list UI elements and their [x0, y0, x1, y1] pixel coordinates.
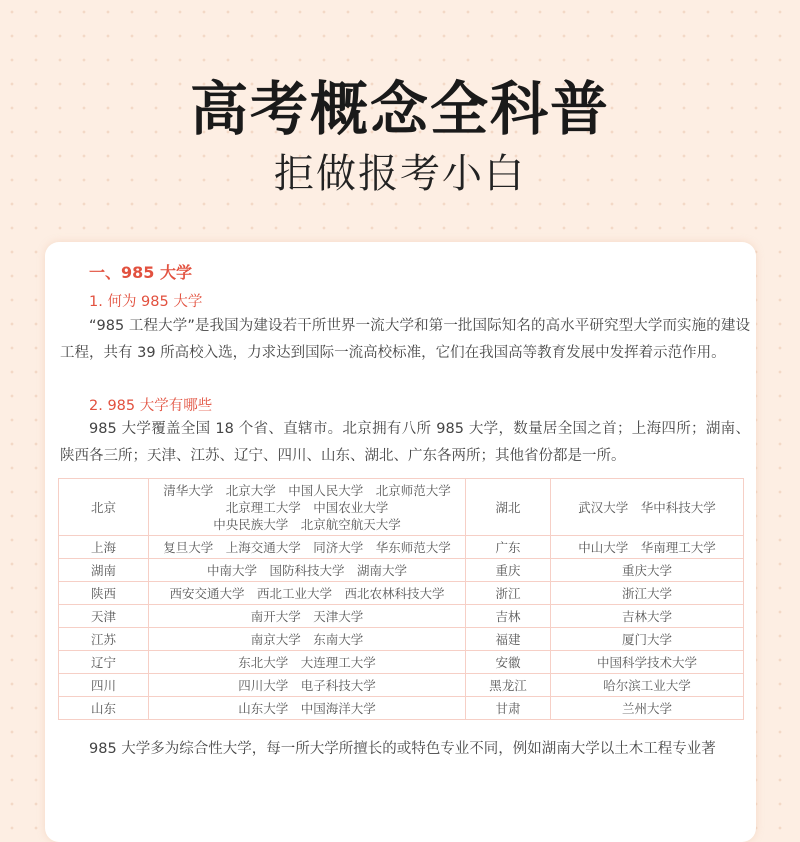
universities-cell: 重庆大学: [551, 559, 744, 582]
province-cell: 湖北: [466, 479, 551, 536]
province-cell: 江苏: [59, 628, 149, 651]
universities-cell: [149, 559, 466, 582]
paragraph-specialties: 985 大学多为综合性大学，每一所大学所擅长的或特色专业不同，例如湖南大学以土木工程专业著: [89, 741, 716, 757]
universities-cell: 中山大学 华南理工大学: [551, 536, 744, 559]
section-heading: 一、985 大学: [89, 263, 192, 282]
table-row: [59, 559, 744, 582]
universities-cell: [149, 479, 466, 536]
university-line: 中南大学 国防科技大学 湖南大学: [206, 562, 407, 578]
university-line: 西安交通大学 西北工业大学 西北农林科技大学: [169, 585, 445, 601]
universities-cell: 武汉大学 华中科技大学: [551, 479, 744, 536]
province-cell: 北京: [59, 479, 149, 536]
universities-cell: 吉林大学: [551, 605, 744, 628]
province-cell: 重庆: [466, 559, 551, 582]
university-line: 复旦大学 上海交通大学 同济大学 华东师范大学: [163, 539, 451, 555]
subheading-what-is: 1. 何为 985 大学: [89, 294, 203, 310]
content-card: [45, 242, 756, 842]
page-title: 高考概念全科普: [189, 75, 610, 143]
university-line: 清华大学 北京大学 中国人民大学 北京师范大学: [163, 482, 451, 498]
university-line: 南开大学 天津大学: [250, 608, 364, 624]
paragraph-definition: “985 工程大学”是我国为建设若干所世界一流大学和第一批国际知名的高水平研究型大学而实施的建设工程，共有 39 所高校入选，力求达到国际一流高校标准，它们在我国高等教育发展中发挥着示范作用。: [60, 318, 750, 361]
table-row: [59, 697, 744, 720]
universities-cell: 厦门大学: [551, 628, 744, 651]
table-row: [59, 674, 744, 697]
province-cell: 山东: [59, 697, 149, 720]
universities-cell: [149, 651, 466, 674]
province-cell: 吉林: [466, 605, 551, 628]
university-line: 东北大学 大连理工大学: [238, 654, 376, 670]
subheading-which: 2. 985 大学有哪些: [89, 398, 213, 414]
universities-cell: [149, 605, 466, 628]
province-cell: 天津: [59, 605, 149, 628]
province-cell: 福建: [466, 628, 551, 651]
universities-cell: [149, 628, 466, 651]
university-line: 中央民族大学 北京航空航天大学: [213, 516, 401, 532]
table-row: [59, 536, 744, 559]
table-row: [59, 479, 744, 536]
province-cell: 湖南: [59, 559, 149, 582]
province-cell: 甘肃: [466, 697, 551, 720]
province-cell: 黑龙江: [466, 674, 551, 697]
universities-cell: 浙江大学: [551, 582, 744, 605]
province-cell: 辽宁: [59, 651, 149, 674]
university-line: 山东大学 中国海洋大学: [238, 700, 376, 716]
province-cell: 陕西: [59, 582, 149, 605]
university-table: [58, 478, 744, 720]
universities-cell: [149, 582, 466, 605]
province-cell: 上海: [59, 536, 149, 559]
province-cell: 浙江: [466, 582, 551, 605]
university-line: 南京大学 东南大学: [250, 631, 364, 647]
university-line: 北京理工大学 中国农业大学: [225, 499, 389, 515]
universities-cell: 中国科学技术大学: [551, 651, 744, 674]
table-row: [59, 605, 744, 628]
page-subtitle: 拒做报考小白: [274, 151, 526, 197]
table-row: [59, 628, 744, 651]
universities-cell: [149, 536, 466, 559]
universities-cell: [149, 697, 466, 720]
universities-cell: 兰州大学: [551, 697, 744, 720]
paragraph-coverage: 985 大学覆盖全国 18 个省、直辖市。北京拥有八所 985 大学，数量居全国之首；上海四所；湖南、陕西各三所；天津、江苏、辽宁、四川、山东、湖北、广东各两所；其他省份都是一所。: [60, 421, 750, 464]
universities-cell: 哈尔滨工业大学: [551, 674, 744, 697]
province-cell: 广东: [466, 536, 551, 559]
province-cell: 四川: [59, 674, 149, 697]
table-row: [59, 651, 744, 674]
university-line: 四川大学 电子科技大学: [238, 677, 376, 693]
universities-cell: [149, 674, 466, 697]
table-row: [59, 582, 744, 605]
province-cell: 安徽: [466, 651, 551, 674]
